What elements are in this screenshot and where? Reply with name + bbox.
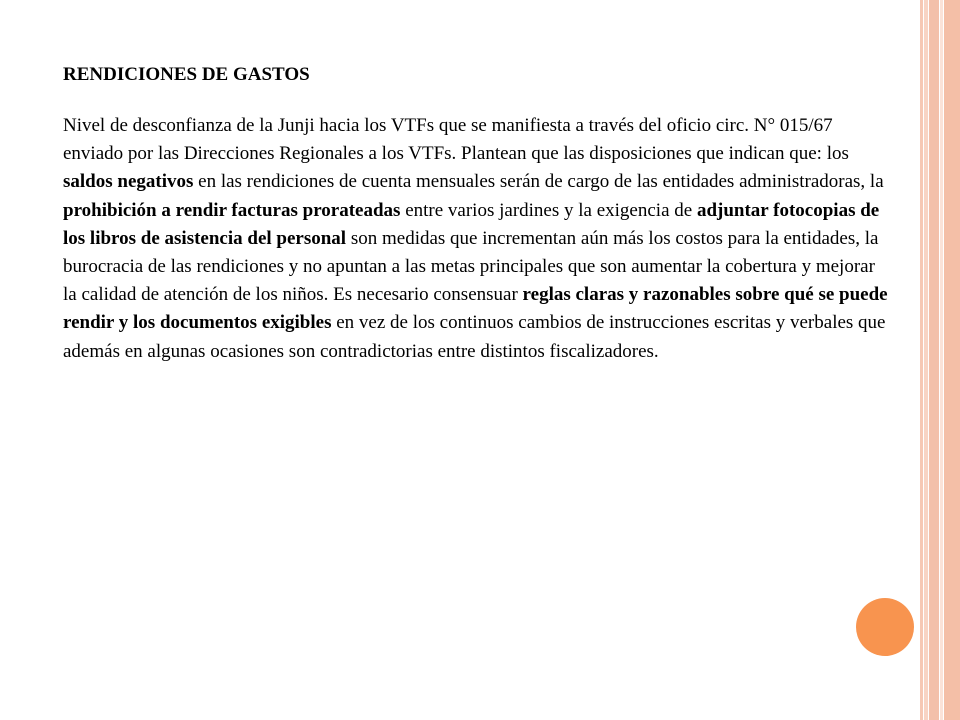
paragraph-text: en las rendiciones de cuenta mensuales serán de cargo de las entidades administradoras, la bbox=[193, 171, 884, 193]
decorative-stripe bbox=[924, 0, 928, 720]
body-paragraph bbox=[63, 112, 893, 366]
decorative-stripe bbox=[940, 0, 943, 720]
paragraph-text: son medidas que incrementan aún más los costos para la entidades, la burocracia de las rendiciones y no apuntan a las metas principales que son aumentar la cobertura y mejorar la calidad de atención de los niños. Es necesario consensuar bbox=[63, 227, 879, 306]
emphasis-prohibicion: prohibición a rendir facturas prorateadas bbox=[63, 199, 401, 221]
decorative-stripe bbox=[920, 0, 923, 720]
decorative-circle bbox=[856, 598, 914, 656]
emphasis-fotocopias: adjuntar fotocopias de los libros de asistencia del personal bbox=[63, 199, 880, 249]
emphasis-reglas-claras: reglas claras y razonables sobre qué se puede rendir y los documentos exigibles bbox=[63, 284, 888, 334]
paragraph-text: en vez de los continuos cambios de instrucciones escritas y verbales que además en algunas ocasiones son contradictorias entre distintos fiscalizadores. bbox=[63, 312, 886, 362]
paragraph-text: Nivel de desconfianza de la Junji hacia los VTFs que se manifiesta a través del oficio circ. N° 015/67 enviado por las Direcciones Regionales a los VTFs. Plantean que las disposiciones que indican que: los bbox=[63, 115, 849, 165]
emphasis-saldos-negativos: saldos negativos bbox=[63, 171, 194, 193]
slide-content bbox=[63, 62, 893, 366]
paragraph-text: entre varios jardines y la exigencia de bbox=[400, 199, 697, 221]
decorative-stripe bbox=[929, 0, 939, 720]
decorative-stripe bbox=[944, 0, 960, 720]
slide-title: RENDICIONES DE GASTOS bbox=[63, 64, 310, 85]
